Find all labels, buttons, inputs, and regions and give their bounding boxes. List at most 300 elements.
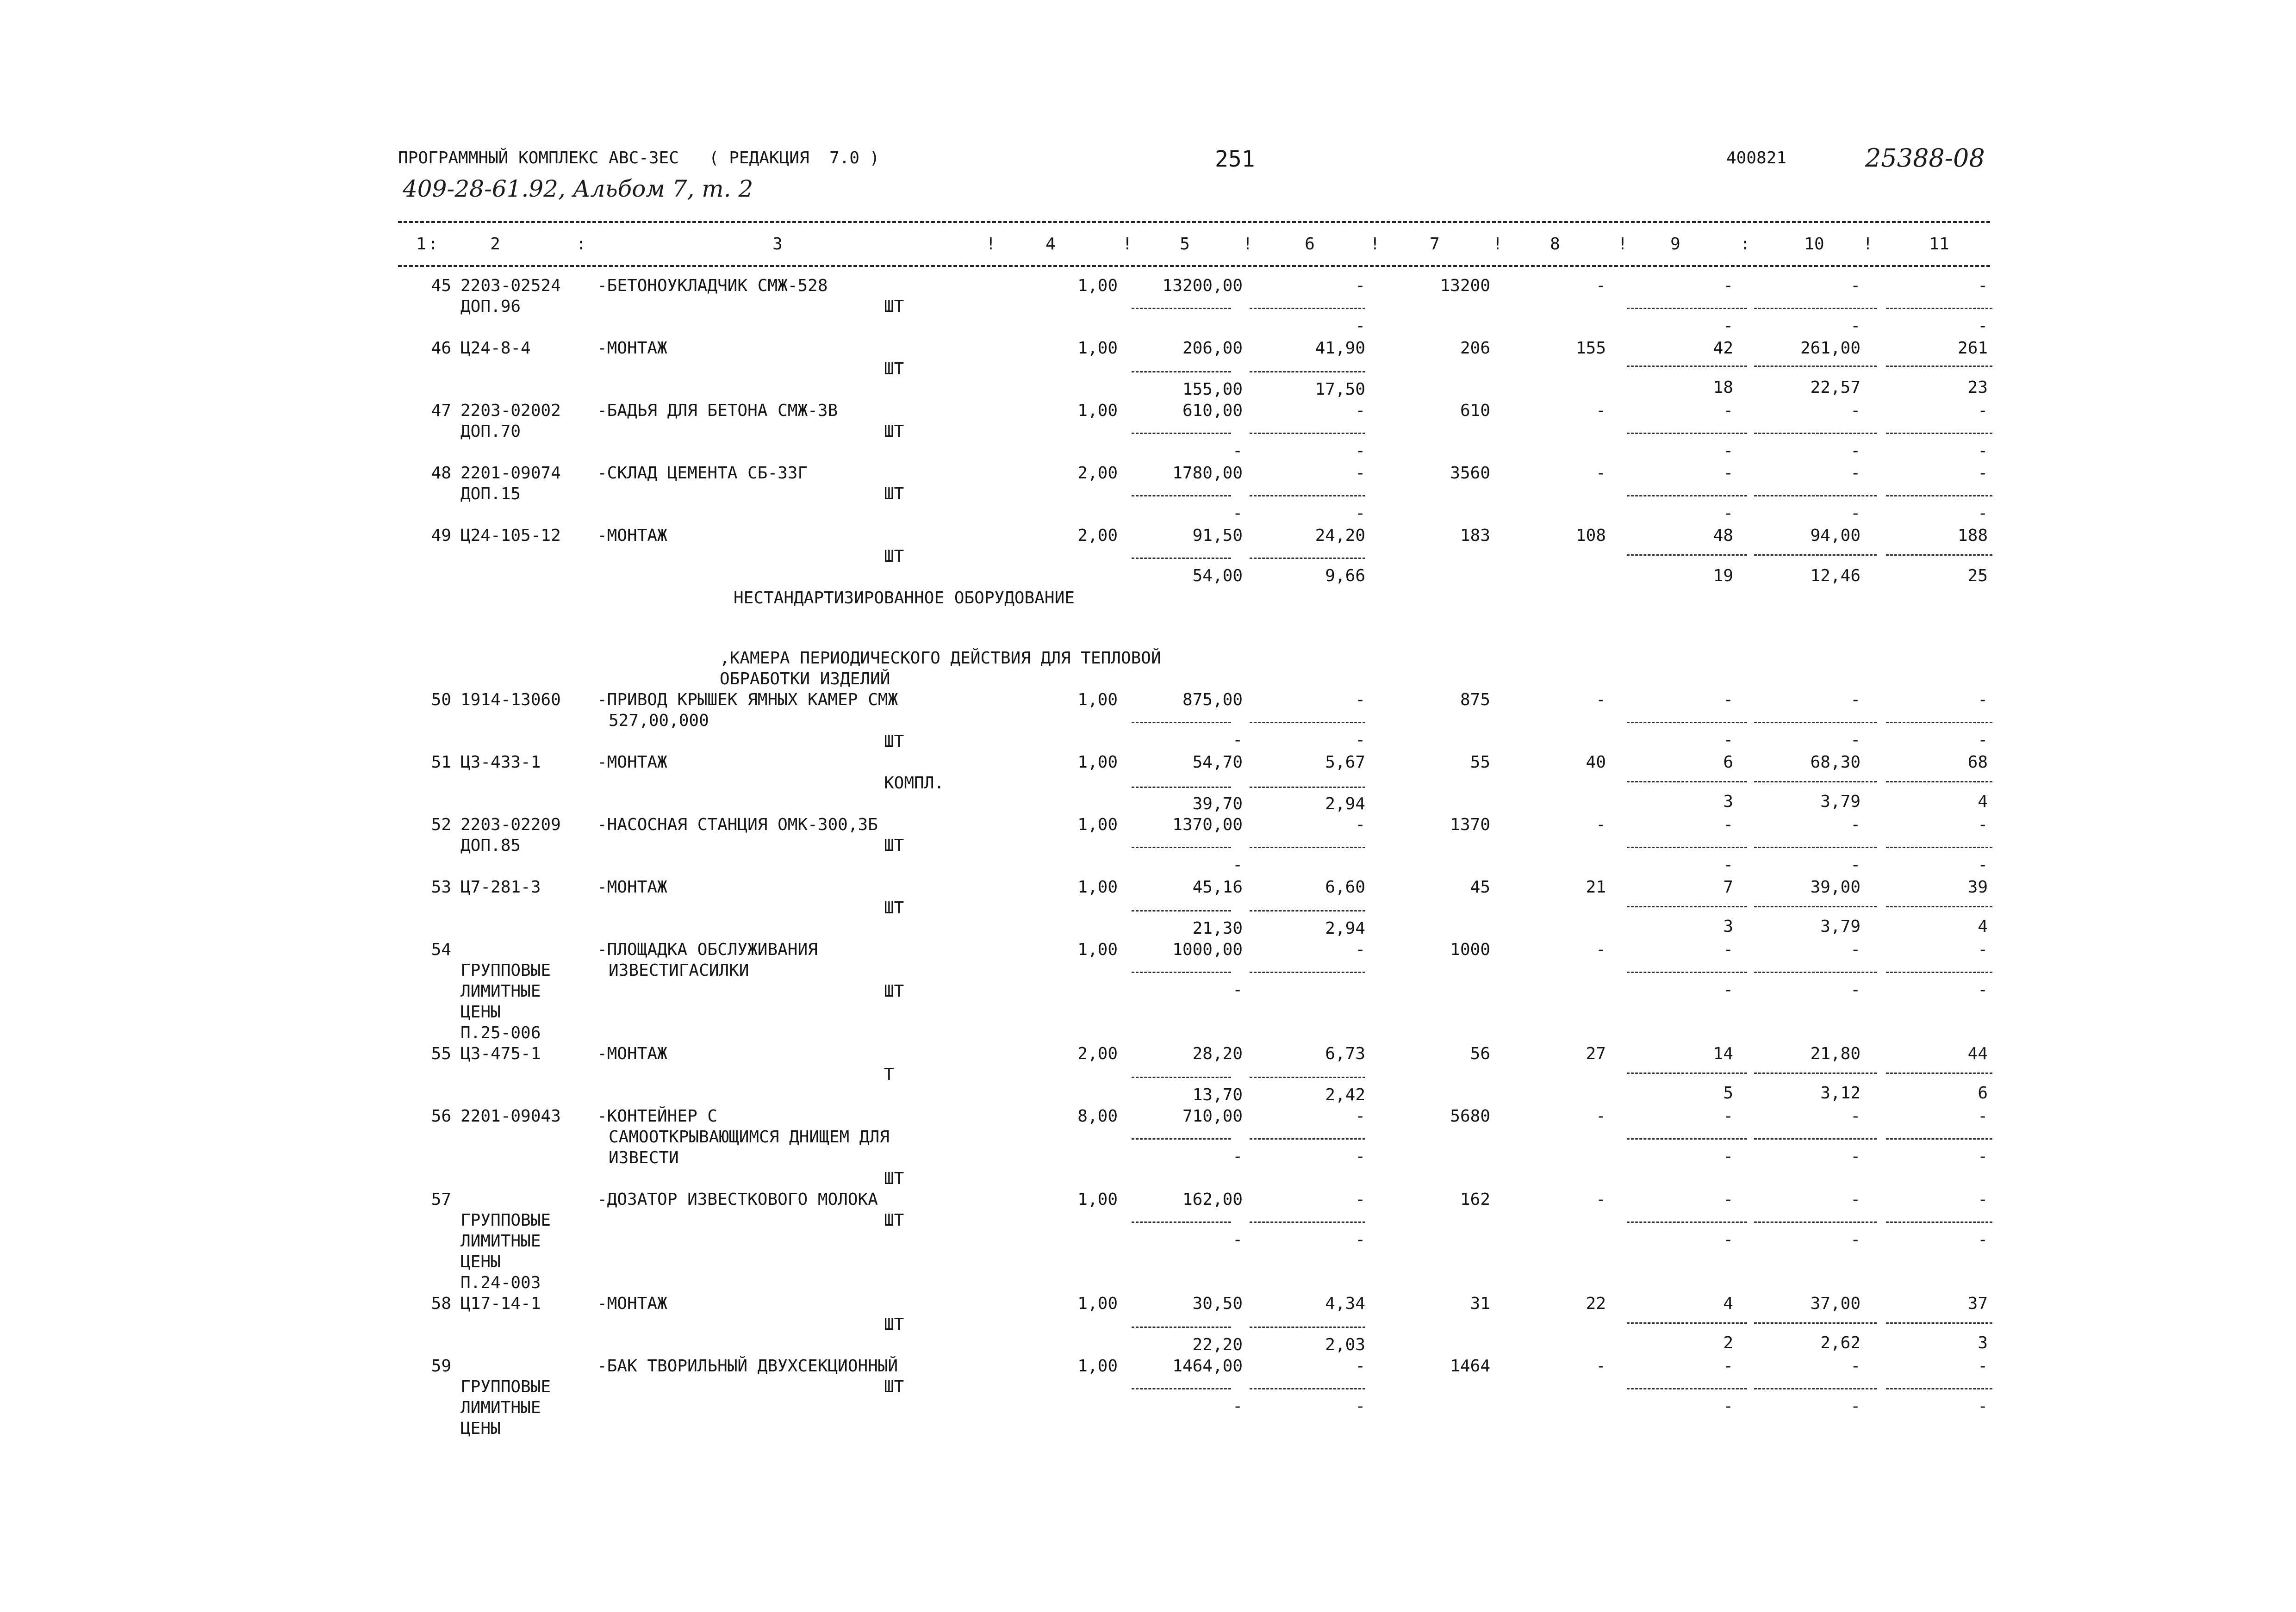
row-col11: - — [1978, 1107, 1988, 1126]
row-name-continued: 527,00,000 — [609, 711, 709, 730]
row-col7: 1464 — [1450, 1357, 1490, 1376]
subtotal-rule — [1132, 1327, 1231, 1328]
row-col11-sub: - — [1978, 1147, 1988, 1166]
subtotal-rule — [1886, 1138, 1992, 1140]
subtotal-rule — [1627, 847, 1747, 848]
row-col10: - — [1850, 401, 1860, 420]
subtotal-rule — [1627, 722, 1747, 723]
row-col5: 54,70 — [1192, 753, 1243, 772]
row-number: 46 — [431, 339, 451, 358]
subtotal-rule — [1886, 906, 1992, 907]
row-col9-sub: - — [1723, 504, 1733, 523]
row-col7: 13200 — [1440, 276, 1490, 295]
row-qty: 1,00 — [1077, 940, 1118, 959]
row-col5: 1000,00 — [1172, 940, 1243, 959]
row-col8: - — [1596, 1357, 1606, 1376]
column-separator: ! — [1493, 235, 1503, 254]
row-code: ГРУППОВЫЕ — [460, 961, 551, 980]
subtotal-rule — [1627, 972, 1747, 973]
subtotal-rule — [1754, 906, 1877, 907]
subtotal-rule — [1132, 495, 1231, 496]
row-col5: 1464,00 — [1172, 1357, 1243, 1376]
row-col11: - — [1978, 1357, 1988, 1376]
subtotal-rule — [1250, 910, 1365, 911]
row-col5: 875,00 — [1182, 690, 1243, 709]
row-col9: - — [1723, 276, 1733, 295]
row-col11: - — [1978, 815, 1988, 834]
row-col8: - — [1596, 1107, 1606, 1126]
row-col11: 261 — [1957, 339, 1988, 358]
subtotal-rule — [1132, 558, 1231, 559]
album-reference: 409-28-61.92, Альбом 7, т. 2 — [403, 175, 753, 202]
row-col10: 94,00 — [1810, 526, 1860, 545]
document-code: 400821 — [1726, 149, 1787, 167]
subtotal-rule — [1754, 847, 1877, 848]
subtotal-rule — [1132, 972, 1231, 973]
row-col8: - — [1596, 690, 1606, 709]
row-col10-sub: 3,79 — [1820, 917, 1860, 936]
row-col6-sub: - — [1355, 1230, 1365, 1249]
row-col8: - — [1596, 1190, 1606, 1209]
row-col6-sub: 17,50 — [1315, 380, 1365, 399]
row-col5-sub: - — [1232, 504, 1243, 523]
row-col9-sub: - — [1723, 1230, 1733, 1249]
row-col10-sub: - — [1850, 731, 1860, 750]
row-col8: 108 — [1575, 526, 1606, 545]
row-col5: 206,00 — [1182, 339, 1243, 358]
column-separator: ! — [1122, 235, 1132, 254]
row-col10: - — [1850, 815, 1860, 834]
row-col11-sub: 4 — [1978, 792, 1988, 811]
subtotal-rule — [1250, 722, 1365, 723]
subtotal-rule — [1132, 371, 1231, 372]
column-separator: : — [1740, 235, 1750, 254]
row-col10: 37,00 — [1810, 1294, 1860, 1313]
row-col6: - — [1355, 815, 1365, 834]
row-name-continued: ИЗВЕСТИ — [609, 1148, 679, 1167]
row-col9-sub: 18 — [1713, 378, 1733, 397]
column-header-6: 6 — [1305, 235, 1315, 254]
row-col8: - — [1596, 401, 1606, 420]
column-header-11: 11 — [1929, 235, 1949, 254]
row-col5: 1780,00 — [1172, 464, 1243, 483]
row-col11-sub: 3 — [1978, 1333, 1988, 1352]
row-qty: 1,00 — [1077, 815, 1118, 834]
subtotal-rule — [1886, 972, 1992, 973]
subtotal-rule — [1132, 308, 1231, 309]
row-number: 55 — [431, 1044, 451, 1063]
row-qty: 1,00 — [1077, 753, 1118, 772]
row-col11: 188 — [1957, 526, 1988, 545]
row-qty: 2,00 — [1077, 464, 1118, 483]
row-col10-sub: 3,79 — [1820, 792, 1860, 811]
subtotal-rule — [1132, 1388, 1231, 1389]
row-col11: 44 — [1967, 1044, 1988, 1063]
row-col9: 48 — [1713, 526, 1733, 545]
row-unit: ШТ — [884, 732, 904, 751]
subtotal-rule — [1627, 1388, 1747, 1389]
subtotal-rule — [1250, 847, 1365, 848]
section-title: НЕСТАНДАРТИЗИРОВАННОЕ ОБОРУДОВАНИЕ — [734, 589, 1075, 608]
subtotal-rule — [1250, 787, 1365, 788]
subtotal-rule — [1886, 781, 1992, 782]
row-col8: - — [1596, 940, 1606, 959]
row-col6: 6,73 — [1325, 1044, 1365, 1063]
row-col11-sub: - — [1978, 1397, 1988, 1416]
row-code-line2: ЛИМИТНЫЕ — [460, 1232, 541, 1251]
row-code-line4: П.24-003 — [460, 1273, 541, 1292]
row-col9-sub: 3 — [1723, 917, 1733, 936]
row-col5: 162,00 — [1182, 1190, 1243, 1209]
row-code-line2: ЛИМИТНЫЕ — [460, 1398, 541, 1417]
subtotal-rule — [1886, 1221, 1992, 1223]
row-col9: - — [1723, 1107, 1733, 1126]
subtotal-rule — [1132, 847, 1231, 848]
row-col10: 68,30 — [1810, 753, 1860, 772]
row-col9: 7 — [1723, 878, 1733, 897]
row-col10-sub: 12,46 — [1810, 566, 1860, 585]
subtotal-rule — [1627, 308, 1747, 309]
row-col10-sub: 3,12 — [1820, 1084, 1860, 1103]
row-unit: КОМПЛ. — [884, 774, 945, 793]
row-col5-sub: - — [1232, 980, 1243, 999]
row-col11: 39 — [1967, 878, 1988, 897]
row-qty: 1,00 — [1077, 276, 1118, 295]
row-qty: 1,00 — [1077, 1294, 1118, 1313]
row-col6: 24,20 — [1315, 526, 1365, 545]
subtotal-rule — [1754, 972, 1877, 973]
row-code: 2203-02002 — [460, 401, 561, 420]
column-header-2: 2 — [490, 235, 500, 254]
row-unit: ШТ — [884, 1211, 904, 1230]
row-col6-sub: 2,94 — [1325, 919, 1365, 938]
row-qty: 1,00 — [1077, 878, 1118, 897]
row-col10: - — [1850, 1357, 1860, 1376]
program-header: ПРОГРАММНЫЙ КОМПЛЕКС АВС-ЗЕС ( РЕДАКЦИЯ 7.0 ) — [398, 149, 880, 167]
row-col6-sub: 2,94 — [1325, 794, 1365, 813]
row-unit: ШТ — [884, 1169, 904, 1188]
column-header-10: 10 — [1804, 235, 1824, 254]
row-col11: 68 — [1967, 753, 1988, 772]
row-col5: 91,50 — [1192, 526, 1243, 545]
row-col7: 3560 — [1450, 464, 1490, 483]
row-col5: 710,00 — [1182, 1107, 1243, 1126]
row-unit: ШТ — [884, 1315, 904, 1334]
row-name: -МОНТАЖ — [597, 878, 667, 897]
column-header-5: 5 — [1180, 235, 1190, 254]
row-code-line2: ЛИМИТНЫЕ — [460, 982, 541, 1001]
subtotal-rule — [1754, 1322, 1877, 1324]
row-col11-sub: - — [1978, 1230, 1988, 1249]
row-name: -МОНТАЖ — [597, 526, 667, 545]
subtotal-rule — [1886, 366, 1992, 367]
row-code-extra: ДОП.70 — [460, 422, 521, 441]
row-col6: 4,34 — [1325, 1294, 1365, 1313]
row-col7: 162 — [1460, 1190, 1490, 1209]
row-col6: - — [1355, 276, 1365, 295]
row-col9-sub: 2 — [1723, 1333, 1733, 1352]
row-col11: - — [1978, 690, 1988, 709]
row-col9: 14 — [1713, 1044, 1733, 1063]
row-code: 2203-02209 — [460, 815, 561, 834]
subtotal-rule — [1627, 366, 1747, 367]
row-col11: 37 — [1967, 1294, 1988, 1313]
subtotal-rule — [1886, 554, 1992, 556]
row-code: 2203-02524 — [460, 276, 561, 295]
subtotal-rule — [1250, 1138, 1365, 1140]
row-col11-sub: - — [1978, 980, 1988, 999]
row-col11-sub: 4 — [1978, 917, 1988, 936]
row-col5-sub: - — [1232, 441, 1243, 460]
column-header-4: 4 — [1045, 235, 1056, 254]
row-code: 2201-09074 — [460, 464, 561, 483]
row-col5-sub: 39,70 — [1192, 794, 1243, 813]
row-col9-sub: - — [1723, 1147, 1733, 1166]
row-qty: 2,00 — [1077, 1044, 1118, 1063]
row-col8: 21 — [1586, 878, 1606, 897]
row-code: Ц24-8-4 — [460, 339, 531, 358]
subtotal-rule — [1250, 433, 1365, 434]
row-number: 54 — [431, 940, 451, 959]
row-code-extra: ДОП.15 — [460, 484, 521, 503]
row-col9: - — [1723, 690, 1733, 709]
row-col8: 22 — [1586, 1294, 1606, 1313]
row-col8: - — [1596, 815, 1606, 834]
row-col10: - — [1850, 1190, 1860, 1209]
row-unit: ШТ — [884, 422, 904, 441]
row-code: Ц17-14-1 — [460, 1294, 541, 1313]
subtotal-rule — [1250, 308, 1365, 309]
row-col6: - — [1355, 401, 1365, 420]
row-col10: - — [1850, 464, 1860, 483]
row-col11-sub: - — [1978, 441, 1988, 460]
row-col9-sub: 3 — [1723, 792, 1733, 811]
subsection-title-continued: ОБРАБОТКИ ИЗДЕЛИЙ — [720, 670, 890, 688]
subtotal-rule — [1754, 722, 1877, 723]
subtotal-rule — [1754, 1221, 1877, 1223]
row-col6: - — [1355, 940, 1365, 959]
row-col11-sub: 6 — [1978, 1084, 1988, 1103]
row-col5-sub: 54,00 — [1192, 566, 1243, 585]
subtotal-rule — [1250, 972, 1365, 973]
row-unit: ШТ — [884, 982, 904, 1001]
row-col6: 6,60 — [1325, 878, 1365, 897]
row-code-line3: ЦЕНЫ — [460, 1003, 501, 1022]
header-top-rule — [398, 221, 1990, 223]
row-col7: 183 — [1460, 526, 1490, 545]
subtotal-rule — [1627, 1322, 1747, 1324]
subtotal-rule — [1250, 371, 1365, 372]
row-col9-sub: 5 — [1723, 1084, 1733, 1103]
subtotal-rule — [1754, 495, 1877, 496]
row-col5-sub: - — [1232, 1147, 1243, 1166]
row-col10-sub: - — [1850, 441, 1860, 460]
row-col7: 31 — [1470, 1294, 1490, 1313]
document-number: 25388-08 — [1865, 143, 1985, 173]
subtotal-rule — [1250, 1221, 1365, 1223]
subtotal-rule — [1250, 1388, 1365, 1389]
subtotal-rule — [1886, 495, 1992, 496]
row-col5-sub: - — [1232, 731, 1243, 750]
row-col9: 6 — [1723, 753, 1733, 772]
row-code: Ц7-281-3 — [460, 878, 541, 897]
subtotal-rule — [1132, 722, 1231, 723]
subtotal-rule — [1886, 1388, 1992, 1389]
row-col9-sub: - — [1723, 1397, 1733, 1416]
column-separator: ! — [986, 235, 996, 254]
row-name-continued: САМООТКРЫВАЮЩИМСЯ ДНИЩЕМ ДЛЯ — [609, 1128, 890, 1147]
subtotal-rule — [1886, 1073, 1992, 1074]
row-col6-sub: - — [1355, 1397, 1365, 1416]
row-col10: 39,00 — [1810, 878, 1860, 897]
row-name: -КОНТЕЙНЕР С — [597, 1107, 718, 1126]
column-header-3: 3 — [772, 235, 783, 254]
column-header-8: 8 — [1550, 235, 1560, 254]
row-col6-sub: - — [1355, 504, 1365, 523]
subtotal-rule — [1627, 906, 1747, 907]
subtotal-rule — [1886, 1322, 1992, 1324]
subtotal-rule — [1754, 1073, 1877, 1074]
subtotal-rule — [1250, 558, 1365, 559]
subtotal-rule — [1627, 781, 1747, 782]
row-col6-sub: - — [1355, 1147, 1365, 1166]
row-col9: - — [1723, 1190, 1733, 1209]
row-col11-sub: 25 — [1967, 566, 1988, 585]
row-col5: 1370,00 — [1172, 815, 1243, 834]
row-col7: 206 — [1460, 339, 1490, 358]
row-col5: 13200,00 — [1162, 276, 1243, 295]
row-col11: - — [1978, 401, 1988, 420]
row-name: -БАК ТВОРИЛЬНЫЙ ДВУХСЕКЦИОННЫЙ — [597, 1357, 898, 1376]
row-col5: 610,00 — [1182, 401, 1243, 420]
row-col6: - — [1355, 1357, 1365, 1376]
row-col5-sub: - — [1232, 856, 1243, 874]
row-col9-sub: - — [1723, 316, 1733, 335]
row-col5-sub: 21,30 — [1192, 919, 1243, 938]
row-col5-sub: 13,70 — [1192, 1085, 1243, 1104]
row-qty: 1,00 — [1077, 1190, 1118, 1209]
row-code-line3: ЦЕНЫ — [460, 1252, 501, 1271]
row-col5-sub: - — [1232, 1397, 1243, 1416]
row-col10-sub: - — [1850, 856, 1860, 874]
subtotal-rule — [1627, 433, 1747, 434]
row-code-extra: ДОП.85 — [460, 836, 521, 855]
row-unit: ШТ — [884, 1377, 904, 1396]
row-col7: 56 — [1470, 1044, 1490, 1063]
row-unit: ШТ — [884, 899, 904, 918]
subtotal-rule — [1627, 1073, 1747, 1074]
row-name: -ПРИВОД КРЫШЕК ЯМНЫХ КАМЕР СМЖ — [597, 690, 898, 709]
row-col10: - — [1850, 940, 1860, 959]
row-number: 59 — [431, 1357, 451, 1376]
row-col10: 21,80 — [1810, 1044, 1860, 1063]
row-col5: 28,20 — [1192, 1044, 1243, 1063]
row-col11: - — [1978, 940, 1988, 959]
row-col9: - — [1723, 464, 1733, 483]
row-name: -МОНТАЖ — [597, 1294, 667, 1313]
row-col11: - — [1978, 464, 1988, 483]
row-number: 45 — [431, 276, 451, 295]
subtotal-rule — [1627, 1221, 1747, 1223]
row-col8: - — [1596, 464, 1606, 483]
column-header-1: 1 — [416, 235, 426, 254]
row-name: -ПЛОЩАДКА ОБСЛУЖИВАНИЯ — [597, 940, 818, 959]
row-unit: Т — [884, 1065, 894, 1084]
subtotal-rule — [1627, 1138, 1747, 1140]
row-col11: - — [1978, 1190, 1988, 1209]
subtotal-rule — [1627, 495, 1747, 496]
row-col8: 155 — [1575, 339, 1606, 358]
row-col6-sub: 9,66 — [1325, 566, 1365, 585]
row-col5-sub: 22,20 — [1192, 1335, 1243, 1354]
subtotal-rule — [1250, 1077, 1365, 1078]
row-col9: - — [1723, 815, 1733, 834]
column-header-9: 9 — [1670, 235, 1680, 254]
row-unit: ШТ — [884, 360, 904, 378]
row-col10-sub: - — [1850, 1147, 1860, 1166]
subtotal-rule — [1886, 433, 1992, 434]
row-col11: - — [1978, 276, 1988, 295]
row-unit: ШТ — [884, 836, 904, 855]
row-col7: 5680 — [1450, 1107, 1490, 1126]
subtotal-rule — [1754, 554, 1877, 556]
row-code: ГРУППОВЫЕ — [460, 1211, 551, 1230]
row-code: 1914-13060 — [460, 690, 561, 709]
subtotal-rule — [1754, 781, 1877, 782]
row-number: 52 — [431, 815, 451, 834]
subtotal-rule — [1886, 847, 1992, 848]
row-col10-sub: - — [1850, 504, 1860, 523]
row-col7: 45 — [1470, 878, 1490, 897]
row-col10-sub: - — [1850, 1230, 1860, 1249]
row-col11-sub: - — [1978, 504, 1988, 523]
row-name: -СКЛАД ЦЕМЕНТА СБ-33Г — [597, 464, 808, 483]
subtotal-rule — [1754, 433, 1877, 434]
row-col7: 875 — [1460, 690, 1490, 709]
row-col9-sub: 19 — [1713, 566, 1733, 585]
column-separator: : — [576, 235, 586, 254]
row-qty: 1,00 — [1077, 339, 1118, 358]
row-col9: 42 — [1713, 339, 1733, 358]
row-code: Ц3-433-1 — [460, 753, 541, 772]
row-col6-sub: 2,42 — [1325, 1085, 1365, 1104]
subtotal-rule — [1250, 495, 1365, 496]
row-col11-sub: - — [1978, 731, 1988, 750]
row-qty: 2,00 — [1077, 526, 1118, 545]
row-unit: ШТ — [884, 484, 904, 503]
row-col8: - — [1596, 276, 1606, 295]
row-number: 58 — [431, 1294, 451, 1313]
row-number: 47 — [431, 401, 451, 420]
page-number: 251 — [1215, 146, 1255, 172]
row-col9: 4 — [1723, 1294, 1733, 1313]
row-col9: - — [1723, 940, 1733, 959]
row-unit: ШТ — [884, 547, 904, 566]
row-code: Ц3-475-1 — [460, 1044, 541, 1063]
subtotal-rule — [1132, 433, 1231, 434]
row-col7: 55 — [1470, 753, 1490, 772]
row-number: 53 — [431, 878, 451, 897]
row-col10: - — [1850, 690, 1860, 709]
row-number: 48 — [431, 464, 451, 483]
row-name: -БЕТОНОУКЛАДЧИК СМЖ-528 — [597, 276, 828, 295]
row-col6: 41,90 — [1315, 339, 1365, 358]
row-qty: 1,00 — [1077, 1357, 1118, 1376]
column-separator: : — [428, 235, 438, 254]
header-bottom-rule — [398, 265, 1990, 267]
subtotal-rule — [1886, 308, 1992, 309]
column-separator: ! — [1370, 235, 1380, 254]
